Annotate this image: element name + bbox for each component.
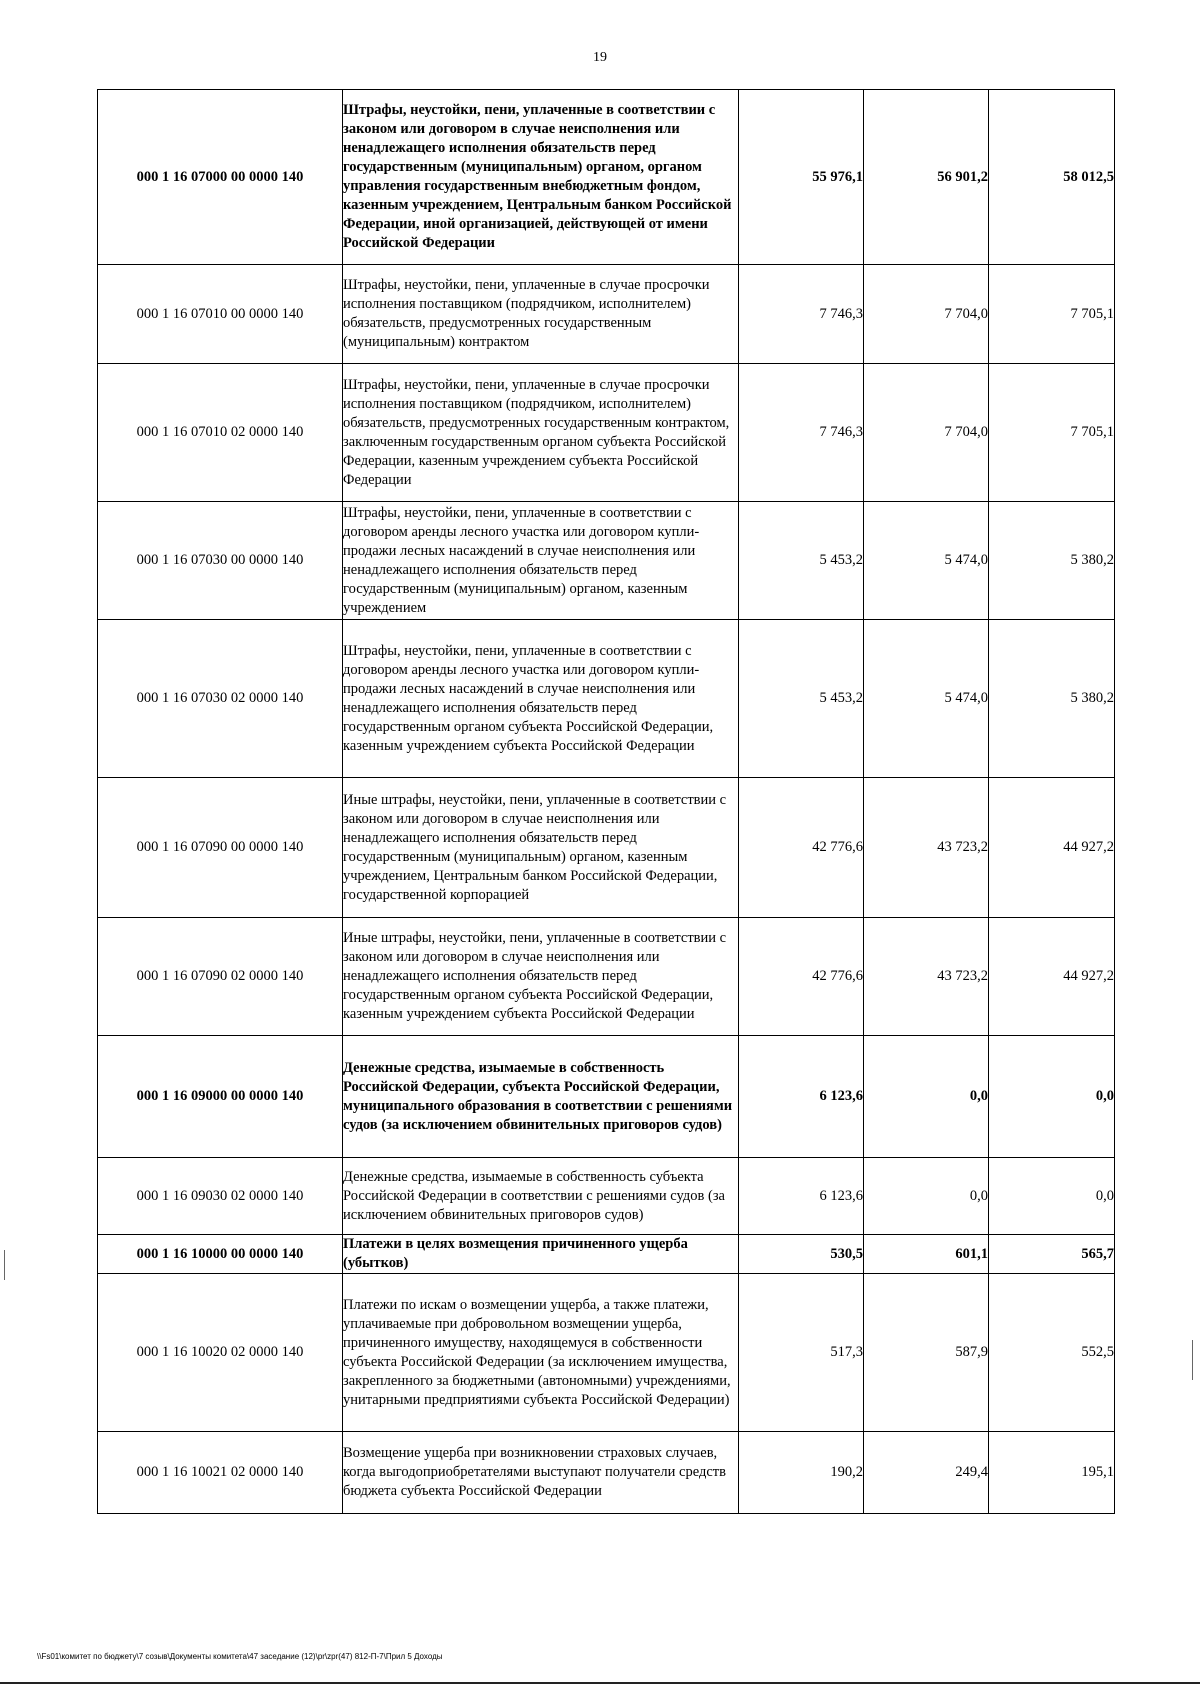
row-value-year-1: 517,3	[739, 1274, 864, 1432]
row-value-year-1: 42 776,6	[739, 778, 864, 918]
row-description: Иные штрафы, неустойки, пени, уплаченные в соответствии с законом или договором в случае неисполнения или ненадлежащего исполнения обязательств перед государственным органом субъекта Российской Федерации, казенным учреждением субъекта Российской Федерации	[343, 918, 739, 1036]
row-code: 000 1 16 07010 02 0000 140	[98, 364, 343, 502]
row-description: Штрафы, неустойки, пени, уплаченные в соответствии с законом или договором в случае неисполнения или ненадлежащего исполнения обязательств перед государственным (муниципальным) органом, органом управления государственным внебюджетным фондом, казенным учреждением, Центральным банком Российской Федерации, иной организацией, действующей от имени Российской Федерации	[343, 90, 739, 265]
row-value-year-2: 5 474,0	[864, 620, 989, 778]
row-description: Платежи в целях возмещения причиненного ущерба (убытков)	[343, 1235, 739, 1274]
table-row	[98, 918, 1115, 1036]
footer-file-path: \\Fs01\комитет по бюджету\7 созыв\Документы комитета\47 заседание (12)\pr\zpr(47) 812-П-7\Прил 5 Доходы	[37, 1652, 443, 1661]
scan-edge-mark	[1192, 1340, 1193, 1380]
row-description: Иные штрафы, неустойки, пени, уплаченные в соответствии с законом или договором в случае неисполнения или ненадлежащего исполнения обязательств перед государственным (муниципальным) органом, казенным учреждением, Центральным банком Российской Федерации, государственной корпорацией	[343, 778, 739, 918]
scan-bottom-rule	[0, 1682, 1200, 1684]
row-value-year-3: 44 927,2	[989, 778, 1115, 918]
row-value-year-2: 7 704,0	[864, 265, 989, 364]
row-value-year-1: 5 453,2	[739, 502, 864, 620]
row-value-year-3: 552,5	[989, 1274, 1115, 1432]
table-row	[98, 1432, 1115, 1514]
row-value-year-2: 601,1	[864, 1235, 989, 1274]
row-code: 000 1 16 07000 00 0000 140	[98, 90, 343, 265]
row-code: 000 1 16 09030 02 0000 140	[98, 1158, 343, 1235]
row-code: 000 1 16 07030 00 0000 140	[98, 502, 343, 620]
row-description: Штрафы, неустойки, пени, уплаченные в случае просрочки исполнения поставщиком (подрядчиком, исполнителем) обязательств, предусмотренных государственным контрактом, заключенным государственным органом субъекта Российской Федерации, казенным учреждением субъекта Российской Федерации	[343, 364, 739, 502]
table-row	[98, 620, 1115, 778]
row-value-year-3: 0,0	[989, 1036, 1115, 1158]
page-number: 19	[593, 50, 607, 65]
table-row	[98, 1158, 1115, 1235]
row-value-year-1: 6 123,6	[739, 1036, 864, 1158]
row-value-year-2: 43 723,2	[864, 778, 989, 918]
row-value-year-1: 7 746,3	[739, 265, 864, 364]
row-value-year-3: 565,7	[989, 1235, 1115, 1274]
table-row	[98, 90, 1115, 265]
table-row	[98, 1274, 1115, 1432]
row-code: 000 1 16 10020 02 0000 140	[98, 1274, 343, 1432]
table-row	[98, 364, 1115, 502]
row-description: Платежи по искам о возмещении ущерба, а также платежи, уплачиваемые при добровольном возмещении ущерба, причиненного имуществу, находящемуся в собственности субъекта Российской Федерации (за исключением имущества, закрепленного за бюджетными (автономными) учреждениями, унитарными предприятиями субъекта Российской Федерации)	[343, 1274, 739, 1432]
row-value-year-3: 44 927,2	[989, 918, 1115, 1036]
row-value-year-2: 587,9	[864, 1274, 989, 1432]
row-description: Штрафы, неустойки, пени, уплаченные в соответствии с договором аренды лесного участка или договором купли-продажи лесных насаждений в случае неисполнения или ненадлежащего исполнения обязательств перед государственным органом субъекта Российской Федерации, казенным учреждением субъекта Российской Федерации	[343, 620, 739, 778]
row-code: 000 1 16 10021 02 0000 140	[98, 1432, 343, 1514]
row-value-year-3: 195,1	[989, 1432, 1115, 1514]
table-row	[98, 265, 1115, 364]
row-value-year-3: 5 380,2	[989, 502, 1115, 620]
row-description: Штрафы, неустойки, пени, уплаченные в соответствии с договором аренды лесного участка или договором купли-продажи лесных насаждений в случае неисполнения или ненадлежащего исполнения обязательств перед государственным (муниципальным) органом, казенным учреждением	[343, 502, 739, 620]
row-value-year-3: 7 705,1	[989, 265, 1115, 364]
row-value-year-2: 56 901,2	[864, 90, 989, 265]
row-code: 000 1 16 09000 00 0000 140	[98, 1036, 343, 1158]
row-value-year-1: 530,5	[739, 1235, 864, 1274]
row-value-year-2: 249,4	[864, 1432, 989, 1514]
table-row	[98, 1036, 1115, 1158]
table-row	[98, 502, 1115, 620]
row-value-year-2: 0,0	[864, 1158, 989, 1235]
revenue-table	[97, 89, 1115, 1514]
row-value-year-2: 7 704,0	[864, 364, 989, 502]
row-value-year-1: 42 776,6	[739, 918, 864, 1036]
row-description: Штрафы, неустойки, пени, уплаченные в случае просрочки исполнения поставщиком (подрядчиком, исполнителем) обязательств, предусмотренных государственным (муниципальным) контрактом	[343, 265, 739, 364]
row-value-year-2: 5 474,0	[864, 502, 989, 620]
row-value-year-2: 0,0	[864, 1036, 989, 1158]
row-value-year-1: 7 746,3	[739, 364, 864, 502]
row-value-year-3: 0,0	[989, 1158, 1115, 1235]
row-description: Денежные средства, изымаемые в собственность Российской Федерации, субъекта Российской Федерации, муниципального образования в соответствии с решениями судов (за исключением обвинительных приговоров судов)	[343, 1036, 739, 1158]
row-code: 000 1 16 10000 00 0000 140	[98, 1235, 343, 1274]
row-code: 000 1 16 07010 00 0000 140	[98, 265, 343, 364]
row-description: Возмещение ущерба при возникновении страховых случаев, когда выгодоприобретателями выступают получатели средств бюджета субъекта Российской Федерации	[343, 1432, 739, 1514]
row-description: Денежные средства, изымаемые в собственность субъекта Российской Федерации в соответствии с решениями судов (за исключением обвинительных приговоров судов)	[343, 1158, 739, 1235]
row-value-year-3: 7 705,1	[989, 364, 1115, 502]
row-value-year-1: 6 123,6	[739, 1158, 864, 1235]
row-value-year-1: 55 976,1	[739, 90, 864, 265]
row-code: 000 1 16 07030 02 0000 140	[98, 620, 343, 778]
table-row	[98, 1235, 1115, 1274]
row-value-year-2: 43 723,2	[864, 918, 989, 1036]
scan-edge-mark	[4, 1250, 5, 1280]
row-code: 000 1 16 07090 00 0000 140	[98, 778, 343, 918]
row-value-year-1: 5 453,2	[739, 620, 864, 778]
row-value-year-3: 5 380,2	[989, 620, 1115, 778]
table-row	[98, 778, 1115, 918]
row-value-year-3: 58 012,5	[989, 90, 1115, 265]
row-code: 000 1 16 07090 02 0000 140	[98, 918, 343, 1036]
row-value-year-1: 190,2	[739, 1432, 864, 1514]
